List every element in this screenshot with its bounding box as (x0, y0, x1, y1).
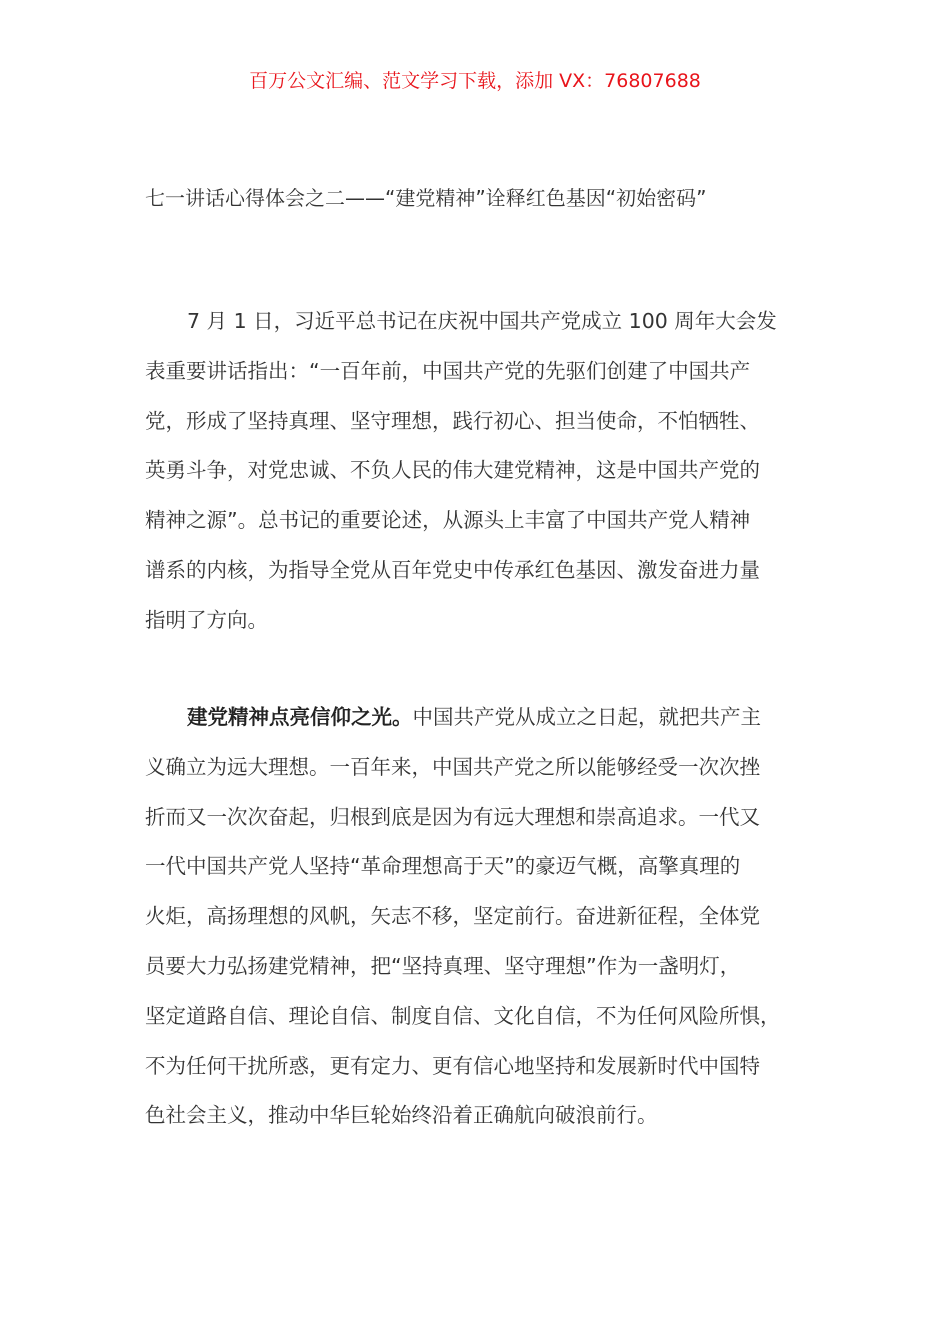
paragraph-line: 坚定道路自信、理论自信、制度自信、文化自信，不为任何风险所惧， (145, 1003, 781, 1028)
paragraph-line: 色社会主义，推动中华巨轮始终沿着正确航向破浪前行。 (145, 1103, 658, 1128)
paragraph-line: 精神之源”。总书记的重要论述，从源头上丰富了中国共产党人精神 (145, 508, 751, 533)
paragraph-lead-heading: 建党精神点亮信仰之光。 (187, 705, 413, 729)
paragraph-line: 指明了方向。 (145, 607, 268, 632)
paragraph-line: 火炬，高扬理想的风帆，矢志不移，坚定前行。奋进新征程，全体党 (145, 904, 760, 929)
paragraph-2 (145, 704, 825, 1152)
paragraph-line: 党，形成了坚持真理、坚守理想，践行初心、担当使命，不怕牺牲、 (145, 408, 760, 433)
paragraph-line: 折而又一次次奋起，归根到底是因为有远大理想和崇高追求。一代又 (145, 804, 760, 829)
paragraph-1 (145, 308, 825, 657)
paragraph-line: 员要大力弘扬建党精神，把“坚持真理、坚守理想”作为一盏明灯， (145, 953, 741, 978)
paragraph-line: 义确立为远大理想。一百年来，中国共产党之所以能够经受一次次挫 (145, 754, 760, 779)
paragraph-line (145, 704, 825, 754)
paragraph-line: 7 月 1 日，习近平总书记在庆祝中国共产党成立 100 周年大会发 (187, 309, 777, 333)
paragraph-line: 谱系的内核，为指导全党从百年党史中传承红色基因、激发奋进力量 (145, 557, 760, 582)
paragraph-line: 一代中国共产党人坚持“革命理想高于天”的豪迈气概，高擎真理的 (145, 854, 741, 879)
document-title: 七一讲话心得体会之二——“建党精神”诠释红色基因“初始密码” (145, 186, 707, 210)
paragraph-line: 不为任何干扰所惑，更有定力、更有信心地坚持和发展新时代中国特 (145, 1053, 760, 1078)
promo-banner: 百万公文汇编、范文学习下载，添加 VX：76807688 (249, 70, 701, 92)
paragraph-line-text: 中国共产党从成立之日起，就把共产主 (412, 705, 761, 729)
paragraph-line: 表重要讲话指出：“一百年前，中国共产党的先驱们创建了中国共产 (145, 358, 751, 383)
paragraph-line: 英勇斗争，对党忠诚、不负人民的伟大建党精神，这是中国共产党的 (145, 458, 760, 483)
